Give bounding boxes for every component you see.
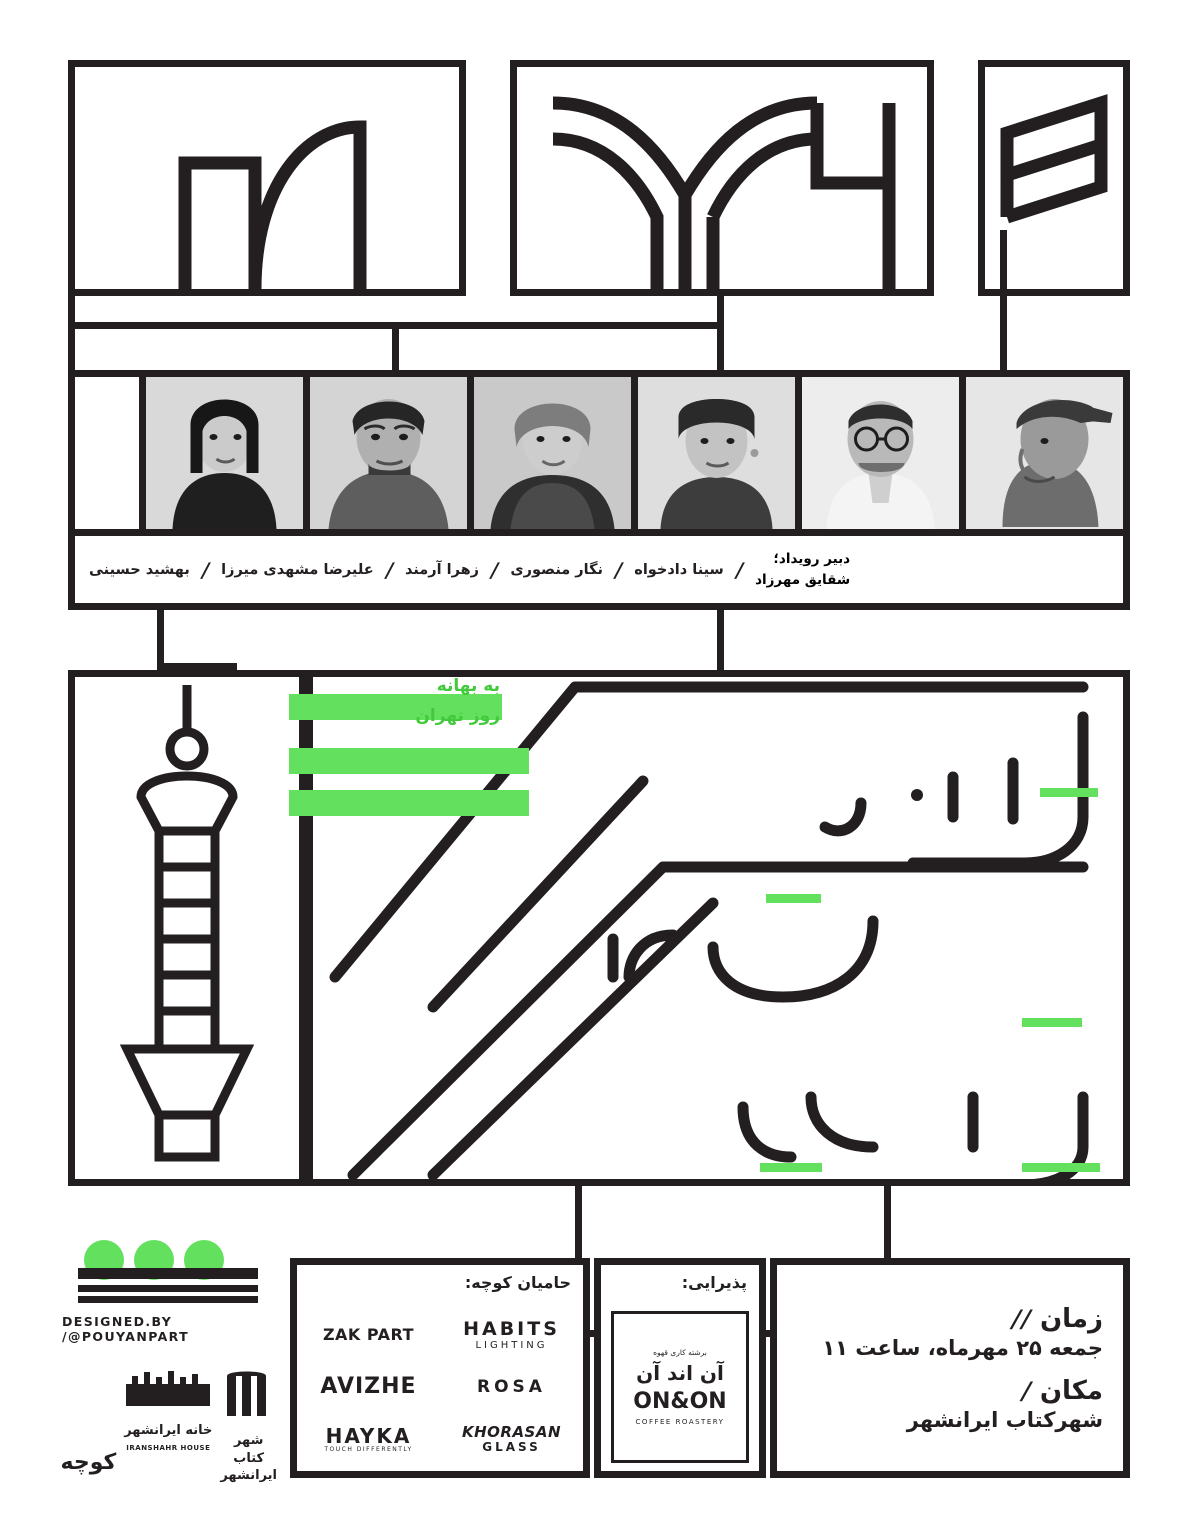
speaker-name: نگار منصوری <box>510 561 603 578</box>
place-value: شهرکتاب ایرانشهر <box>906 1408 1103 1432</box>
accent-bar <box>289 790 529 816</box>
connector-line <box>68 322 398 329</box>
separator-slash: / <box>733 557 746 582</box>
accent-bar <box>1022 1163 1100 1172</box>
sponsors-panel <box>290 1258 590 1478</box>
separator-slash: / <box>612 557 625 582</box>
separator-slash: / <box>383 557 396 582</box>
sponsor-logo: HABITS LIGHTING <box>463 1318 560 1351</box>
event-secretary <box>755 549 850 590</box>
logo-shahr-ketab <box>220 1368 277 1485</box>
time-label-row <box>797 1304 1103 1334</box>
logo-kooche <box>61 1444 117 1478</box>
sponsor-logo: KHORASAN GLASS <box>461 1423 562 1454</box>
speakers-panel <box>68 370 1130 610</box>
separator-slash: / <box>199 557 212 582</box>
accent-bar <box>760 1163 822 1172</box>
catering-sponsor-logo <box>611 1311 749 1463</box>
speaker-portrait <box>959 377 1123 529</box>
sponsors-title: حامیان کوچه: <box>464 1273 571 1292</box>
separator-slash: / <box>488 557 501 582</box>
speaker-name: علیرضا مشهدی میرزا <box>221 561 374 578</box>
catering-logo-sub: برشته کاری قهوه <box>653 1348 707 1357</box>
occasion-line-2: روز تهران <box>415 705 500 726</box>
catering-panel <box>594 1258 766 1478</box>
speaker-portrait <box>139 377 303 529</box>
speaker-name: بهشید حسینی <box>89 561 190 578</box>
sponsor-logo: ROSA <box>477 1376 546 1397</box>
top-glyph-middle <box>510 60 934 296</box>
time-value: جمعه ۲۵ مهرماه، ساعت ۱۱ <box>822 1336 1103 1360</box>
accent-bar <box>1040 788 1098 797</box>
connector-line <box>717 296 724 370</box>
catering-logo-fa: آن اند آن <box>636 1361 724 1385</box>
connector-line <box>392 322 724 329</box>
speaker-name: زهرا آرمند <box>404 561 480 578</box>
speaker-portrait <box>467 377 631 529</box>
speaker-portrait <box>303 377 467 529</box>
accent-bar <box>1022 1018 1082 1027</box>
separator-slash: / <box>1018 1377 1036 1405</box>
sponsors-grid <box>297 1309 583 1465</box>
secretary-label: دبیر رویداد؛ <box>773 551 851 568</box>
catering-title: پذیرایی: <box>681 1273 747 1292</box>
connector-line <box>392 322 399 370</box>
designer-mark <box>76 1238 262 1308</box>
logo-caption: شهر کتاب ایرانشهر <box>220 1433 277 1484</box>
occasion-line-1: به بهانه <box>436 676 500 696</box>
speaker-portrait <box>631 377 795 529</box>
catering-logo-en: ON&ON <box>633 1389 727 1414</box>
logo-caption: کوچه <box>60 1450 117 1476</box>
connector-line <box>157 610 164 670</box>
accent-bar <box>766 894 821 903</box>
separator-slash: // <box>1008 1305 1036 1333</box>
logo-iranshahr-house <box>122 1368 214 1453</box>
accent-bar <box>289 748 529 774</box>
connector-line <box>157 663 237 670</box>
top-glyph-left <box>68 60 466 296</box>
speaker-portrait <box>795 377 959 529</box>
occasion-text <box>415 672 500 732</box>
designer-credit-block <box>62 1238 262 1344</box>
sponsor-logo: ZAK PART <box>322 1325 415 1345</box>
sponsor-logo: HAYKA TOUCH DIFFERENTLY <box>324 1423 413 1453</box>
organizer-logos <box>60 1368 277 1484</box>
milad-tower-illustration <box>68 670 306 1186</box>
place-label: مکان <box>1039 1376 1103 1406</box>
connector-line <box>884 1186 891 1258</box>
designer-credit: DESIGNED.BY /@POUYANPART <box>62 1314 190 1344</box>
speaker-name: سینا دادخواه <box>634 561 724 578</box>
connector-line <box>575 1186 582 1258</box>
logo-caption-en: IRANSHAHR HOUSE <box>126 1443 211 1452</box>
connector-line <box>1000 230 1007 370</box>
logo-caption: خانه ایرانشهر <box>124 1423 213 1438</box>
time-label: زمان <box>1039 1304 1103 1334</box>
connector-line <box>717 610 724 672</box>
secretary-name: شقایق مهرزاد <box>755 571 851 588</box>
speakers-names-strip <box>75 529 1123 603</box>
catering-logo-roastery: COFFEE ROASTERY <box>635 1418 725 1426</box>
place-label-row <box>797 1376 1103 1406</box>
connector-line <box>68 296 75 370</box>
event-info-panel <box>770 1258 1130 1478</box>
sponsor-logo: AVIZHE <box>320 1373 417 1399</box>
